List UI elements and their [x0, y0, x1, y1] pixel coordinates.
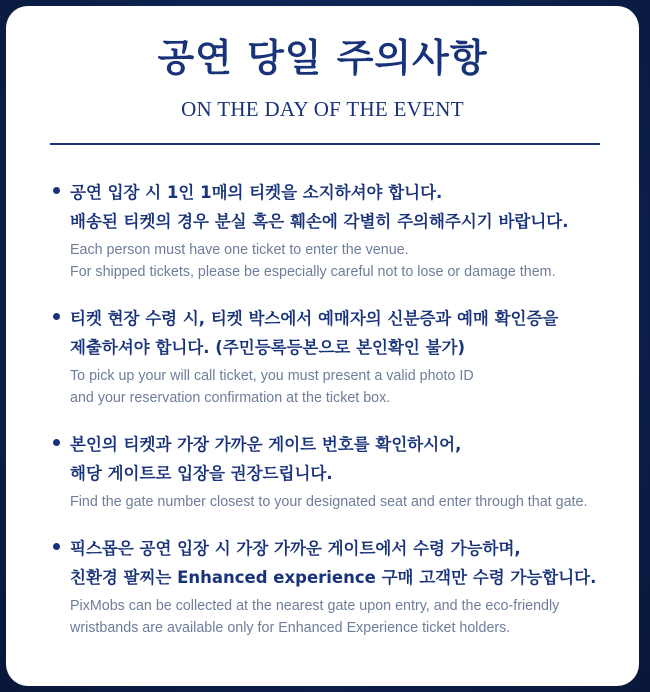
notice-english	[70, 595, 610, 639]
notice-korean-line: 배송된 티켓의 경우 분실 혹은 훼손에 각별히 주의해주시기 바랍니다.	[70, 212, 569, 231]
notice-english	[70, 239, 610, 283]
notice-korean-line: 해당 게이트로 입장을 권장드립니다.	[70, 464, 333, 483]
notice-korean-line: 본인의 티켓과 가장 가까운 게이트 번호를 확인하시어,	[70, 435, 462, 454]
notice-item	[50, 178, 610, 283]
title-divider	[50, 143, 600, 145]
notice-korean-line: 제출하셔야 합니다. (주민등록등본으로 본인확인 불가)	[70, 338, 465, 357]
notice-english-line: PixMobs can be collected at the nearest gate upon entry, and the eco-friendly	[70, 598, 560, 614]
notice-item	[50, 430, 610, 513]
notice-korean-line: 티켓 현장 수령 시, 티켓 박스에서 예매자의 신분증과 예매 확인증을	[70, 309, 559, 328]
notice-korean-line: 픽스몹은 공연 입장 시 가장 가까운 게이트에서 수령 가능하며,	[70, 539, 521, 558]
bullet-icon	[53, 313, 60, 320]
page-title: 공연 당일 주의사항	[157, 36, 488, 80]
notice-english-line: wristbands are available only for Enhanced Experience ticket holders.	[70, 620, 511, 636]
notice-korean-line: 공연 입장 시 1인 1매의 티켓을 소지하셔야 합니다.	[70, 183, 443, 202]
notice-list	[50, 178, 610, 639]
bullet-icon	[53, 543, 60, 550]
notice-english	[70, 491, 610, 513]
bullet-icon	[53, 187, 60, 194]
notice-english	[70, 365, 610, 409]
notice-english-line: and your reservation confirmation at the ticket box.	[70, 390, 391, 406]
notice-english-line: Each person must have one ticket to enter the venue.	[70, 242, 409, 258]
notice-item	[50, 304, 610, 409]
notice-item	[50, 534, 610, 639]
bullet-icon	[53, 439, 60, 446]
notice-card	[6, 6, 639, 686]
notice-english-line: Find the gate number closest to your designated seat and enter through that gate.	[70, 494, 588, 510]
notice-korean-line: 친환경 팔찌는 Enhanced experience 구매 고객만 수령 가능합니다.	[70, 568, 597, 587]
page-subtitle: ON THE DAY OF THE EVENT	[181, 97, 464, 121]
notice-english-line: For shipped tickets, please be especially careful not to lose or damage them.	[70, 264, 556, 280]
notice-english-line: To pick up your will call ticket, you must present a valid photo ID	[70, 368, 474, 384]
